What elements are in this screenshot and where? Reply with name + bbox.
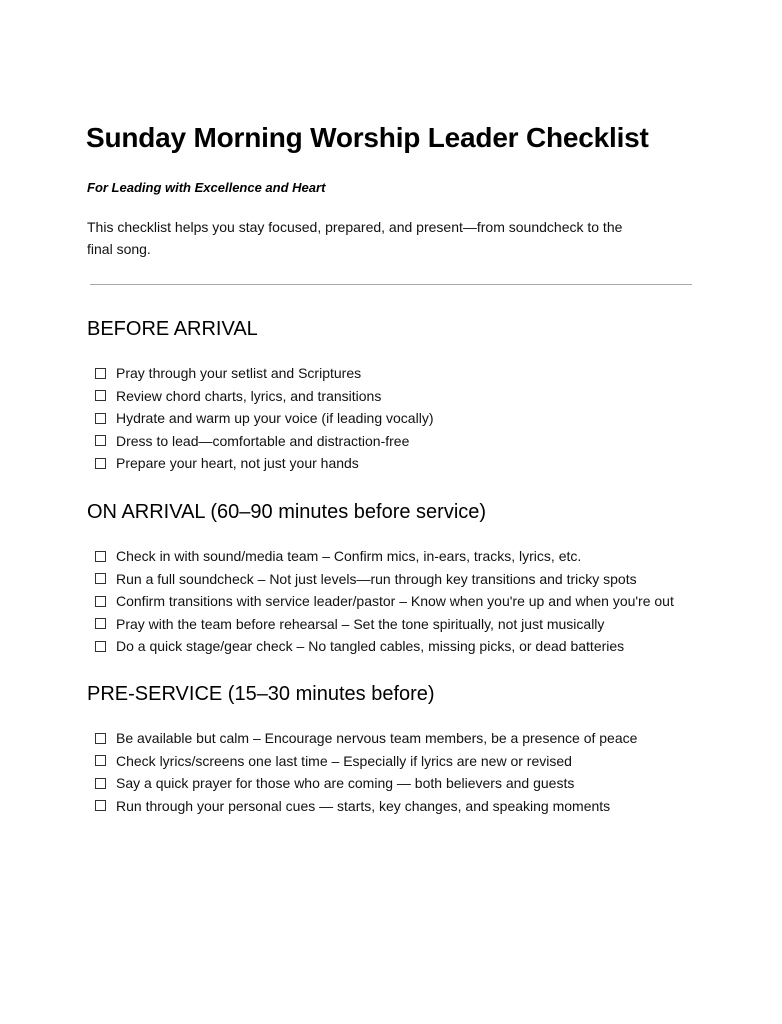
section-heading-before-arrival: BEFORE ARRIVAL: [87, 318, 258, 340]
checklist-item: [95, 795, 637, 818]
checkbox[interactable]: [95, 733, 106, 744]
intro-paragraph: [87, 216, 687, 260]
checklist-item: [95, 590, 674, 613]
checklist-item-label: Review chord charts, lyrics, and transitions: [116, 387, 382, 404]
checkbox[interactable]: [95, 573, 106, 584]
checklist-item: [95, 750, 637, 773]
checklist-item-label: Do a quick stage/gear check – No tangled cables, missing picks, or dead batteries: [116, 638, 625, 655]
checklist-item: [95, 613, 674, 636]
section-heading-pre-service: PRE-SERVICE (15–30 minutes before): [87, 683, 435, 705]
checklist-item: [95, 452, 433, 475]
checkbox[interactable]: [95, 641, 106, 652]
checklist-item: [95, 635, 674, 658]
checklist-item: [95, 362, 433, 385]
checklist-item: [95, 385, 433, 408]
checklist-before-arrival: [95, 362, 433, 475]
checklist-pre-service: [95, 727, 637, 817]
checklist-on-arrival: [95, 545, 674, 658]
checklist-item-label: Run through your personal cues — starts, key changes, and speaking moments: [116, 797, 611, 814]
checklist-item-label: Pray with the team before rehearsal – Set the tone spiritually, not just musically: [116, 615, 605, 632]
checkbox[interactable]: [95, 596, 106, 607]
checklist-item: [95, 407, 433, 430]
checkbox[interactable]: [95, 435, 106, 446]
checklist-item-label: Check in with sound/media team – Confirm mics, in-ears, tracks, lyrics, etc.: [116, 548, 582, 565]
checklist-item-label: Confirm transitions with service leader/pastor – Know when you're up and when you're out: [116, 593, 674, 610]
checklist-item: [95, 568, 674, 591]
page-subtitle: For Leading with Excellence and Heart: [87, 180, 326, 195]
checklist-item-label: Hydrate and warm up your voice (if leading vocally): [116, 410, 434, 427]
checkbox[interactable]: [95, 755, 106, 766]
page-title: Sunday Morning Worship Leader Checklist: [86, 122, 649, 153]
checkbox[interactable]: [95, 413, 106, 424]
checkbox[interactable]: [95, 458, 106, 469]
checklist-item-label: Say a quick prayer for those who are coming — both believers and guests: [116, 775, 575, 792]
checklist-item: [95, 545, 674, 568]
checkbox[interactable]: [95, 800, 106, 811]
checklist-item: [95, 727, 637, 750]
checklist-item-label: Run a full soundcheck – Not just levels—run through key transitions and tricky spots: [116, 570, 637, 587]
checklist-item-label: Be available but calm – Encourage nervous team members, be a presence of peace: [116, 730, 638, 747]
checkbox[interactable]: [95, 618, 106, 629]
checkbox[interactable]: [95, 390, 106, 401]
checkbox[interactable]: [95, 551, 106, 562]
section-heading-on-arrival: ON ARRIVAL (60–90 minutes before service): [87, 501, 487, 523]
checklist-item: [95, 772, 637, 795]
checklist-item-label: Pray through your setlist and Scriptures: [116, 365, 362, 382]
checklist-item-label: Prepare your heart, not just your hands: [116, 455, 359, 472]
checklist-item: [95, 430, 433, 453]
checklist-item-label: Check lyrics/screens one last time – Especially if lyrics are new or revised: [116, 752, 572, 769]
section-divider: [90, 284, 692, 285]
checkbox[interactable]: [95, 368, 106, 379]
checkbox[interactable]: [95, 778, 106, 789]
intro-line: final song.: [87, 241, 151, 257]
intro-line: This checklist helps you stay focused, prepared, and present—from soundcheck to the: [87, 219, 623, 235]
checklist-item-label: Dress to lead—comfortable and distraction-free: [116, 432, 410, 449]
